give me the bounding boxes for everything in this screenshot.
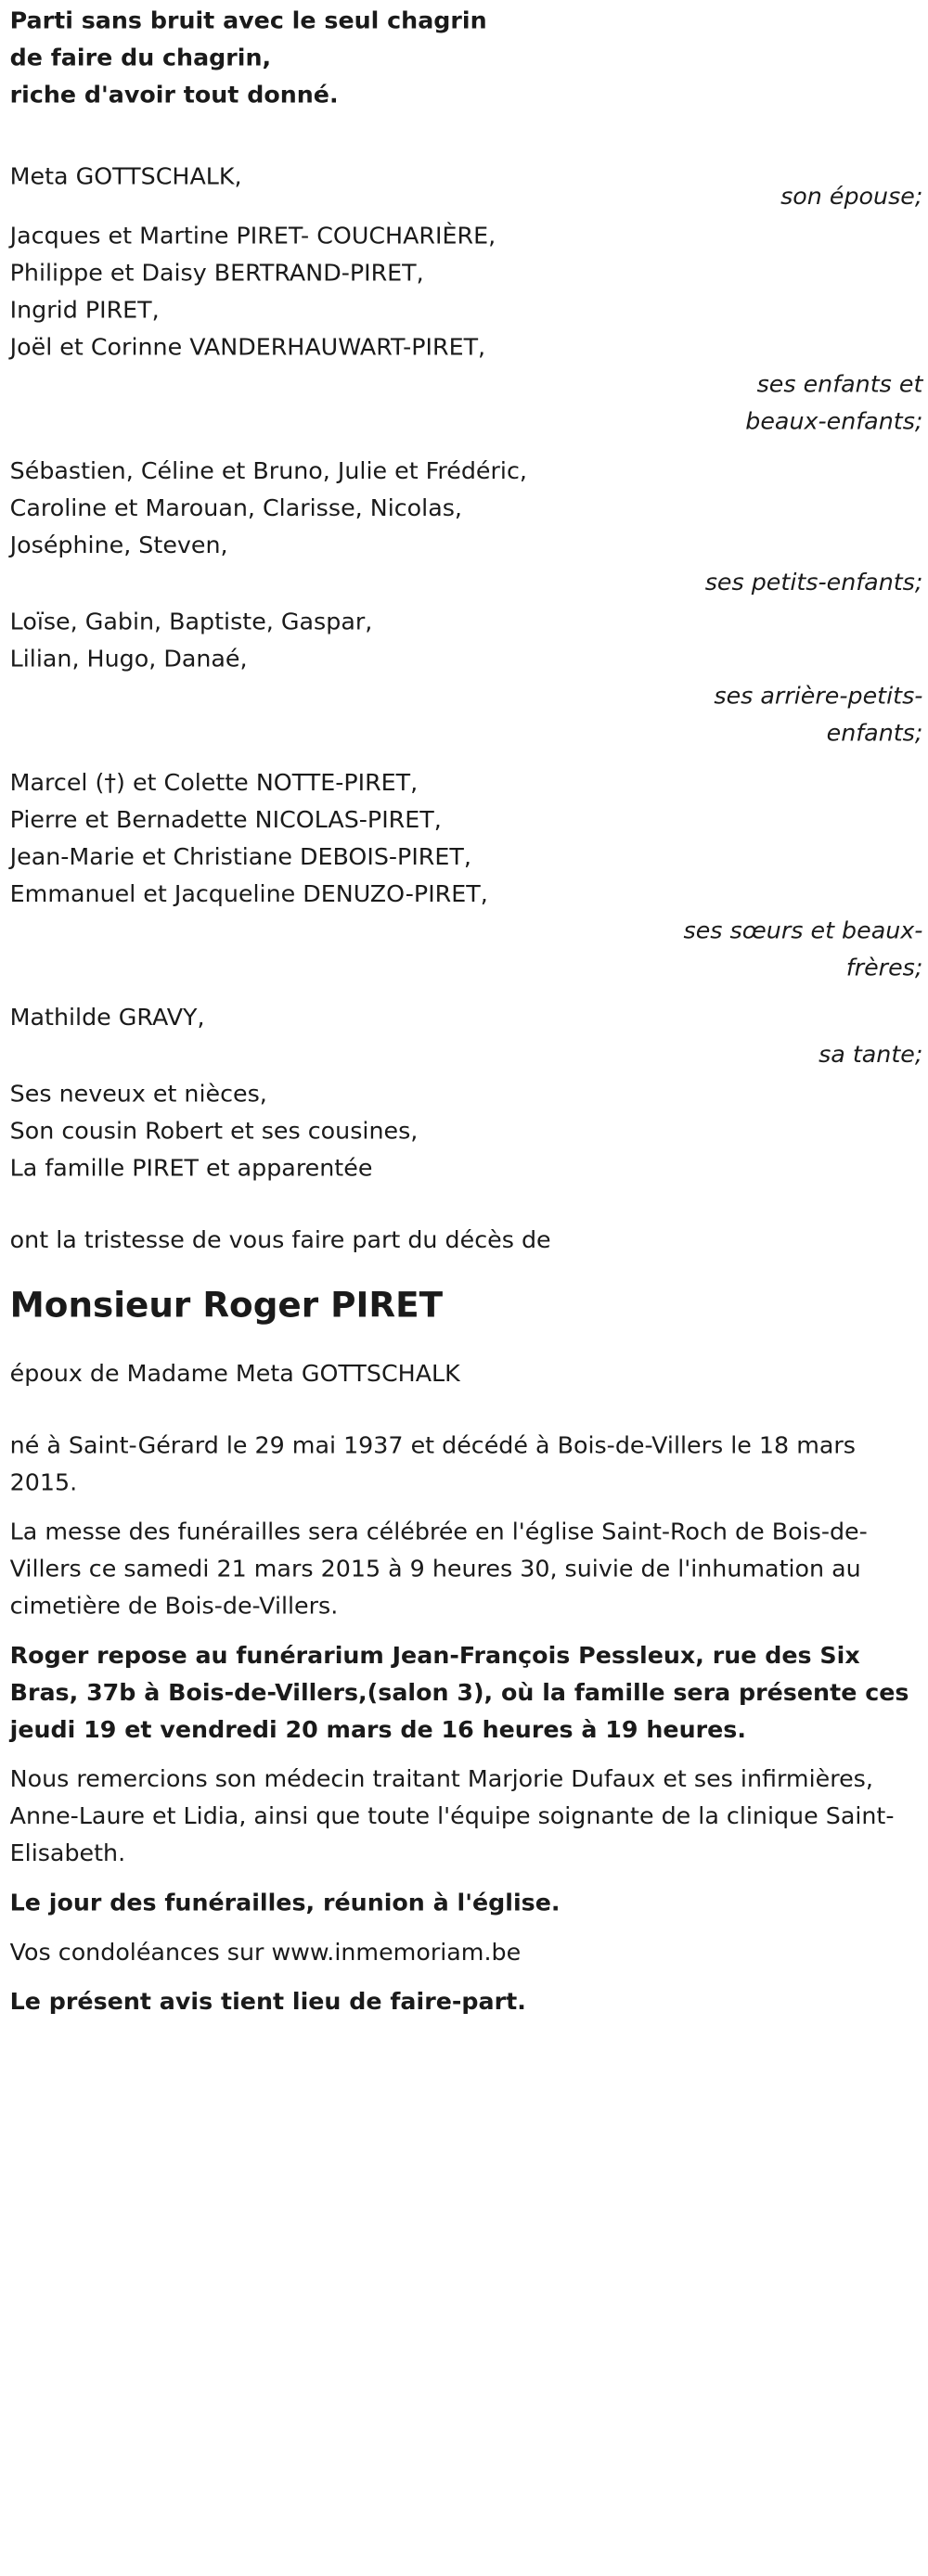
- children-relation: ses enfants et: [756, 370, 923, 399]
- sibling-name: Pierre et Bernadette NICOLAS-PIRET,: [9, 806, 442, 834]
- spouse-line: époux de Madame Meta GOTTSCHALK: [9, 1360, 460, 1388]
- notice-line: Le présent avis tient lieu de faire-part.: [9, 1988, 526, 2016]
- child-name: Ingrid PIRET,: [9, 296, 160, 325]
- great-grandchild-name: Lilian, Hugo, Danaé,: [9, 645, 248, 673]
- grandchild-name: Caroline et Marouan, Clarisse, Nicolas,: [9, 494, 462, 522]
- intro-line: Parti sans bruit avec le seul chagrin: [9, 6, 487, 35]
- child-name: Jacques et Martine PIRET- COUCHARIÈRE,: [9, 222, 496, 250]
- siblings-relation: frères;: [845, 955, 923, 982]
- great-grandchildren-relation: enfants;: [826, 719, 923, 748]
- other-family-line: La famille PIRET et apparentée: [9, 1155, 373, 1183]
- children-relation: beaux-enfants;: [745, 407, 923, 436]
- thanks-paragraph: Nous remercions son médecin traitant Marjorie Dufaux et ses infirmières, Anne-Laure et Lidia, ainsi que toute l'équipe soignante de la clinique Saint-Elisabeth.: [9, 1765, 895, 1867]
- grandchild-name: Sébastien, Céline et Bruno, Julie et Frédéric,: [9, 457, 527, 485]
- child-name: Philippe et Daisy BERTRAND-PIRET,: [9, 259, 424, 288]
- meeting-line: Le jour des funérailles, réunion à l'église.: [9, 1889, 561, 1917]
- sibling-name: Marcel (†) et Colette NOTTE-PIRET,: [9, 769, 419, 797]
- grandchildren-relation: ses petits-enfants;: [704, 569, 923, 596]
- great-grandchildren-relation: ses arrière-petits-: [714, 682, 923, 711]
- intro-line: de faire du chagrin,: [9, 44, 272, 72]
- other-family-line: Ses neveux et nièces,: [9, 1081, 267, 1109]
- siblings-relation: ses sœurs et beaux-: [683, 917, 923, 945]
- sibling-name: Jean-Marie et Christiane DEBOIS-PIRET,: [9, 843, 471, 871]
- spouse-name: Meta GOTTSCHALK,: [9, 162, 242, 191]
- deceased-name: Monsieur Roger PIRET: [9, 1284, 444, 1326]
- aunt-name: Mathilde GRAVY,: [9, 1004, 205, 1032]
- great-grandchild-name: Loïse, Gabin, Baptiste, Gaspar,: [9, 608, 373, 636]
- sibling-name: Emmanuel et Jacqueline DENUZO-PIRET,: [9, 880, 488, 908]
- obituary-content: [10, 0, 923, 2020]
- child-name: Joël et Corinne VANDERHAUWART-PIRET,: [9, 333, 486, 362]
- mass-paragraph: La messe des funérailles sera célébrée en l'église Saint-Roch de Bois-de-Villers ce samedi 21 mars 2015 à 9 heures 30, suivie de l'inhumation au cimetière de Bois-de-Villers.: [9, 1518, 868, 1621]
- other-family-line: Son cousin Robert et ses cousines,: [9, 1118, 419, 1146]
- intro-line: riche d'avoir tout donné.: [9, 81, 339, 109]
- spouse-relation: son épouse;: [780, 183, 923, 211]
- aunt-relation: sa tante;: [818, 1041, 923, 1069]
- grandchild-name: Joséphine, Steven,: [9, 532, 228, 559]
- birth-death-paragraph: né à Saint-Gérard le 29 mai 1937 et décédé à Bois-de-Villers le 18 mars 2015.: [9, 1431, 857, 1496]
- funerarium-paragraph: Roger repose au funérarium Jean-François Pessleux, rue des Six Bras, 37b à Bois-de-Villers,(salon 3), où la famille sera présente ces jeudi 19 et vendredi 20 mars de 16 heures à 19 heures.: [9, 1642, 909, 1744]
- announcement-line: ont la tristesse de vous faire part du décès de: [9, 1226, 551, 1254]
- condolences-line: Vos condoléances sur www.inmemoriam.be: [9, 1939, 522, 1967]
